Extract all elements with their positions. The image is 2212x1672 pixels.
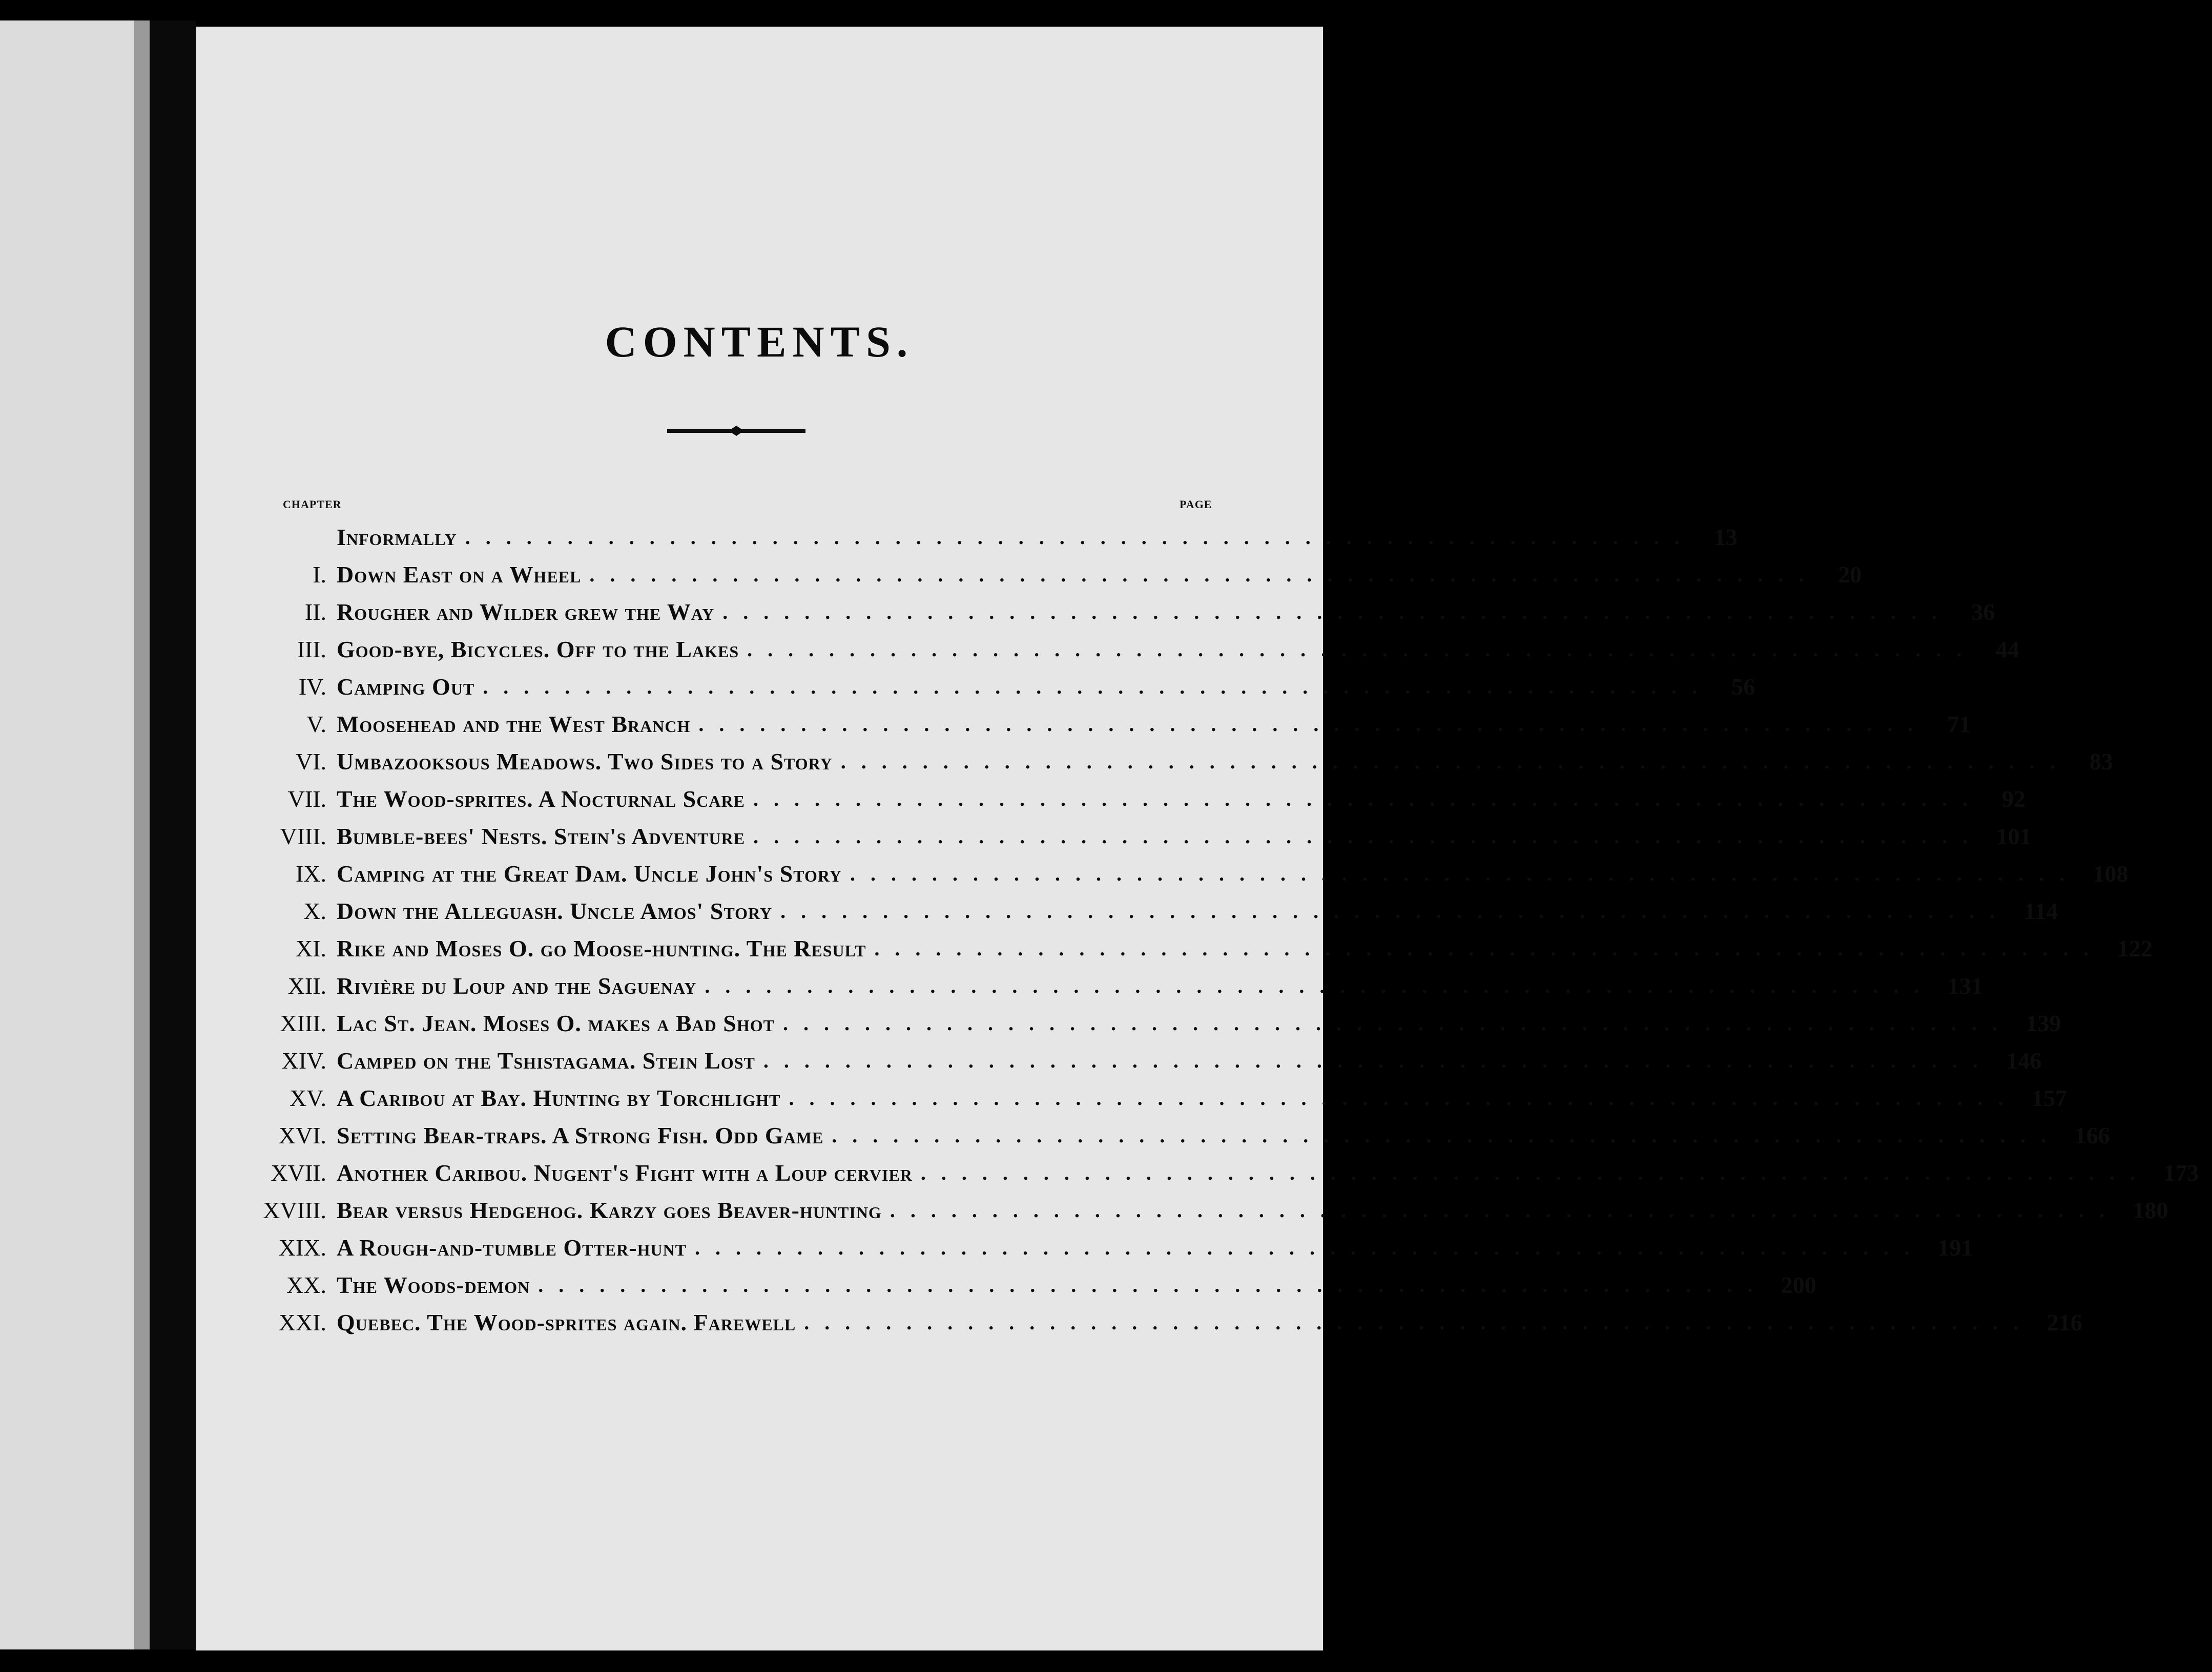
- page-number: 36: [1971, 598, 1995, 625]
- page-number: 200: [1781, 1271, 1816, 1298]
- toc-entry: [196, 1304, 2082, 1341]
- page-number: 139: [2025, 1010, 2061, 1036]
- chapter-number: VI.: [295, 748, 326, 775]
- chapter-title: Camping Out: [337, 673, 475, 700]
- dot-leader: ............................................................: [695, 1236, 1925, 1259]
- chapter-title: A Rough-and-tumble Otter-hunt: [337, 1234, 687, 1261]
- chapter-title: Setting Bear-traps. A Strong Fish. Odd Game: [337, 1122, 824, 1148]
- dot-leader: ............................................................: [890, 1198, 2120, 1222]
- dot-leader: ............................................................: [780, 899, 2011, 923]
- chapter-title: Another Caribou. Nugent's Fight with a Loup cervier: [337, 1159, 913, 1186]
- toc-entry: [196, 518, 1738, 555]
- toc-entry: [196, 743, 2113, 780]
- dot-leader: ............................................................: [698, 712, 1929, 736]
- chapter-title: Bear versus Hedgehog. Karzy goes Beaver-hunting: [337, 1197, 882, 1223]
- page-number: 13: [1713, 524, 1738, 550]
- dot-leader: ............................................................: [920, 1161, 2151, 1184]
- chapter-title: Moosehead and the West Branch: [337, 710, 691, 737]
- dot-leader: ............................................................: [874, 936, 2104, 960]
- chapter-number: I.: [313, 561, 326, 588]
- dot-leader: ............................................................: [753, 824, 1983, 848]
- left-page-edge: [0, 20, 144, 1649]
- chapter-title: Good-bye, Bicycles. Off to the Lakes: [337, 636, 739, 662]
- page-title: CONTENTS.: [605, 317, 914, 366]
- chapter-number: IX.: [295, 860, 326, 887]
- page-number: 146: [2006, 1047, 2042, 1074]
- chapter-title: The Woods-demon: [337, 1271, 530, 1298]
- toc-entry: [196, 1079, 2067, 1116]
- page-number: 108: [2093, 860, 2128, 887]
- page-number: 157: [2031, 1084, 2067, 1111]
- chapter-number: XIII.: [280, 1010, 326, 1036]
- chapter-title: Down the Alleguash. Uncle Amos' Story: [337, 897, 773, 924]
- chapter-number: V.: [306, 710, 326, 737]
- toc-entry: [196, 780, 2025, 817]
- dot-leader: ............................................................: [832, 1123, 2062, 1147]
- chapter-title: Bumble-bees' Nests. Stein's Adventure: [337, 823, 746, 849]
- dot-leader: ............................................................: [753, 787, 1983, 810]
- dot-leader: ............................................................: [763, 1049, 1993, 1072]
- page-number: 44: [1996, 636, 2020, 662]
- page-number: 173: [2163, 1159, 2199, 1186]
- chapter-number: XXI.: [278, 1309, 326, 1335]
- page-number: 83: [2089, 748, 2113, 775]
- toc-entry: [196, 1005, 2061, 1041]
- chapter-number: XX.: [286, 1271, 326, 1298]
- chapter-number: XIV.: [281, 1047, 326, 1074]
- dot-leader: ............................................................: [804, 1310, 2034, 1334]
- toc-entry: [196, 1229, 1973, 1266]
- chapter-title: Rougher and Wilder grew the Way: [337, 598, 715, 625]
- contents-page: [196, 27, 2199, 1650]
- page-number: 56: [1731, 673, 1755, 700]
- dot-leader: ............................................................: [747, 637, 1977, 661]
- chapter-number: VII.: [287, 785, 326, 812]
- dot-leader: ............................................................: [782, 1011, 2013, 1035]
- chapter-column-label: CHAPTER: [283, 498, 342, 511]
- chapter-title: A Caribou at Bay. Hunting by Torchlight: [337, 1084, 781, 1111]
- chapter-number: XII.: [287, 972, 326, 999]
- toc-entry: [196, 892, 2058, 929]
- dot-leader: ............................................................: [840, 749, 2071, 773]
- toc-entry: [196, 593, 1995, 630]
- page-number: 166: [2074, 1122, 2110, 1148]
- chapter-title: Rike and Moses O. go Moose-hunting. The Result: [337, 935, 866, 962]
- chapter-title: Rivière du Loup and the Saguenay: [337, 972, 697, 999]
- chapter-title: Quebec. The Wood-sprites again. Farewell: [337, 1309, 796, 1335]
- page-number: 92: [2001, 785, 2025, 812]
- chapter-title: Informally: [337, 524, 457, 550]
- chapter-title: Camping at the Great Dam. Uncle John's Story: [337, 860, 842, 887]
- left-page-shadow: [134, 20, 150, 1649]
- page-number: 71: [1947, 710, 1971, 737]
- page-number: 114: [2023, 897, 2058, 924]
- dot-leader: ............................................................: [589, 562, 1820, 586]
- chapter-number: XVI.: [278, 1122, 326, 1148]
- page-number: 20: [1838, 561, 1862, 588]
- chapter-title: The Wood-sprites. A Nocturnal Scare: [337, 785, 745, 812]
- dot-leader: ............................................................: [789, 1086, 2019, 1110]
- toc-entry: [196, 855, 2128, 892]
- page-number: 122: [2117, 935, 2153, 962]
- page-number: 131: [1947, 972, 1983, 999]
- chapter-number: II.: [304, 598, 326, 625]
- chapter-number: XI.: [295, 935, 326, 962]
- dot-leader: ............................................................: [850, 862, 2080, 885]
- dot-leader: ............................................................: [483, 675, 1713, 698]
- chapter-number: XVII.: [271, 1159, 326, 1186]
- toc-entry: [196, 1154, 2199, 1191]
- toc-entry: [196, 1266, 1816, 1303]
- toc-entry: [196, 631, 2020, 667]
- chapter-title: Camped on the Tshistagama. Stein Lost: [337, 1047, 755, 1074]
- dot-leader: ............................................................: [465, 525, 1695, 549]
- dot-leader: ............................................................: [705, 974, 1935, 997]
- chapter-number: XIX.: [278, 1234, 326, 1261]
- toc-entry: [196, 1192, 2168, 1228]
- dot-leader: ............................................................: [722, 600, 1953, 623]
- chapter-number: XV.: [289, 1084, 326, 1111]
- chapter-number: X.: [303, 897, 326, 924]
- title-ornament: [667, 424, 805, 439]
- toc-entry: [196, 967, 1983, 1004]
- toc-entry: [196, 1042, 2042, 1079]
- toc-entry: [196, 818, 2032, 854]
- dot-leader: ............................................................: [538, 1273, 1768, 1297]
- toc-entry: [196, 556, 1862, 593]
- chapter-title: Down East on a Wheel: [337, 561, 582, 588]
- toc-entry: [196, 1117, 2110, 1154]
- book-gutter: [150, 20, 196, 1649]
- toc-entry: [196, 705, 1971, 742]
- chapter-title: Umbazooksous Meadows. Two Sides to a Story: [337, 748, 833, 775]
- chapter-number: III.: [297, 636, 326, 662]
- chapter-number: VIII.: [280, 823, 326, 849]
- page-number: 216: [2046, 1309, 2082, 1335]
- page-column-label: PAGE: [1180, 498, 1212, 511]
- chapter-title: Lac St. Jean. Moses O. makes a Bad Shot: [337, 1010, 775, 1036]
- chapter-number: IV.: [298, 673, 326, 700]
- page-number: 180: [2133, 1197, 2168, 1223]
- chapter-number: XVIII.: [263, 1197, 326, 1223]
- page-number: 191: [1937, 1234, 1973, 1261]
- toc-entry: [196, 668, 1755, 705]
- toc-entry: [196, 930, 2153, 967]
- page-number: 101: [1996, 823, 2032, 849]
